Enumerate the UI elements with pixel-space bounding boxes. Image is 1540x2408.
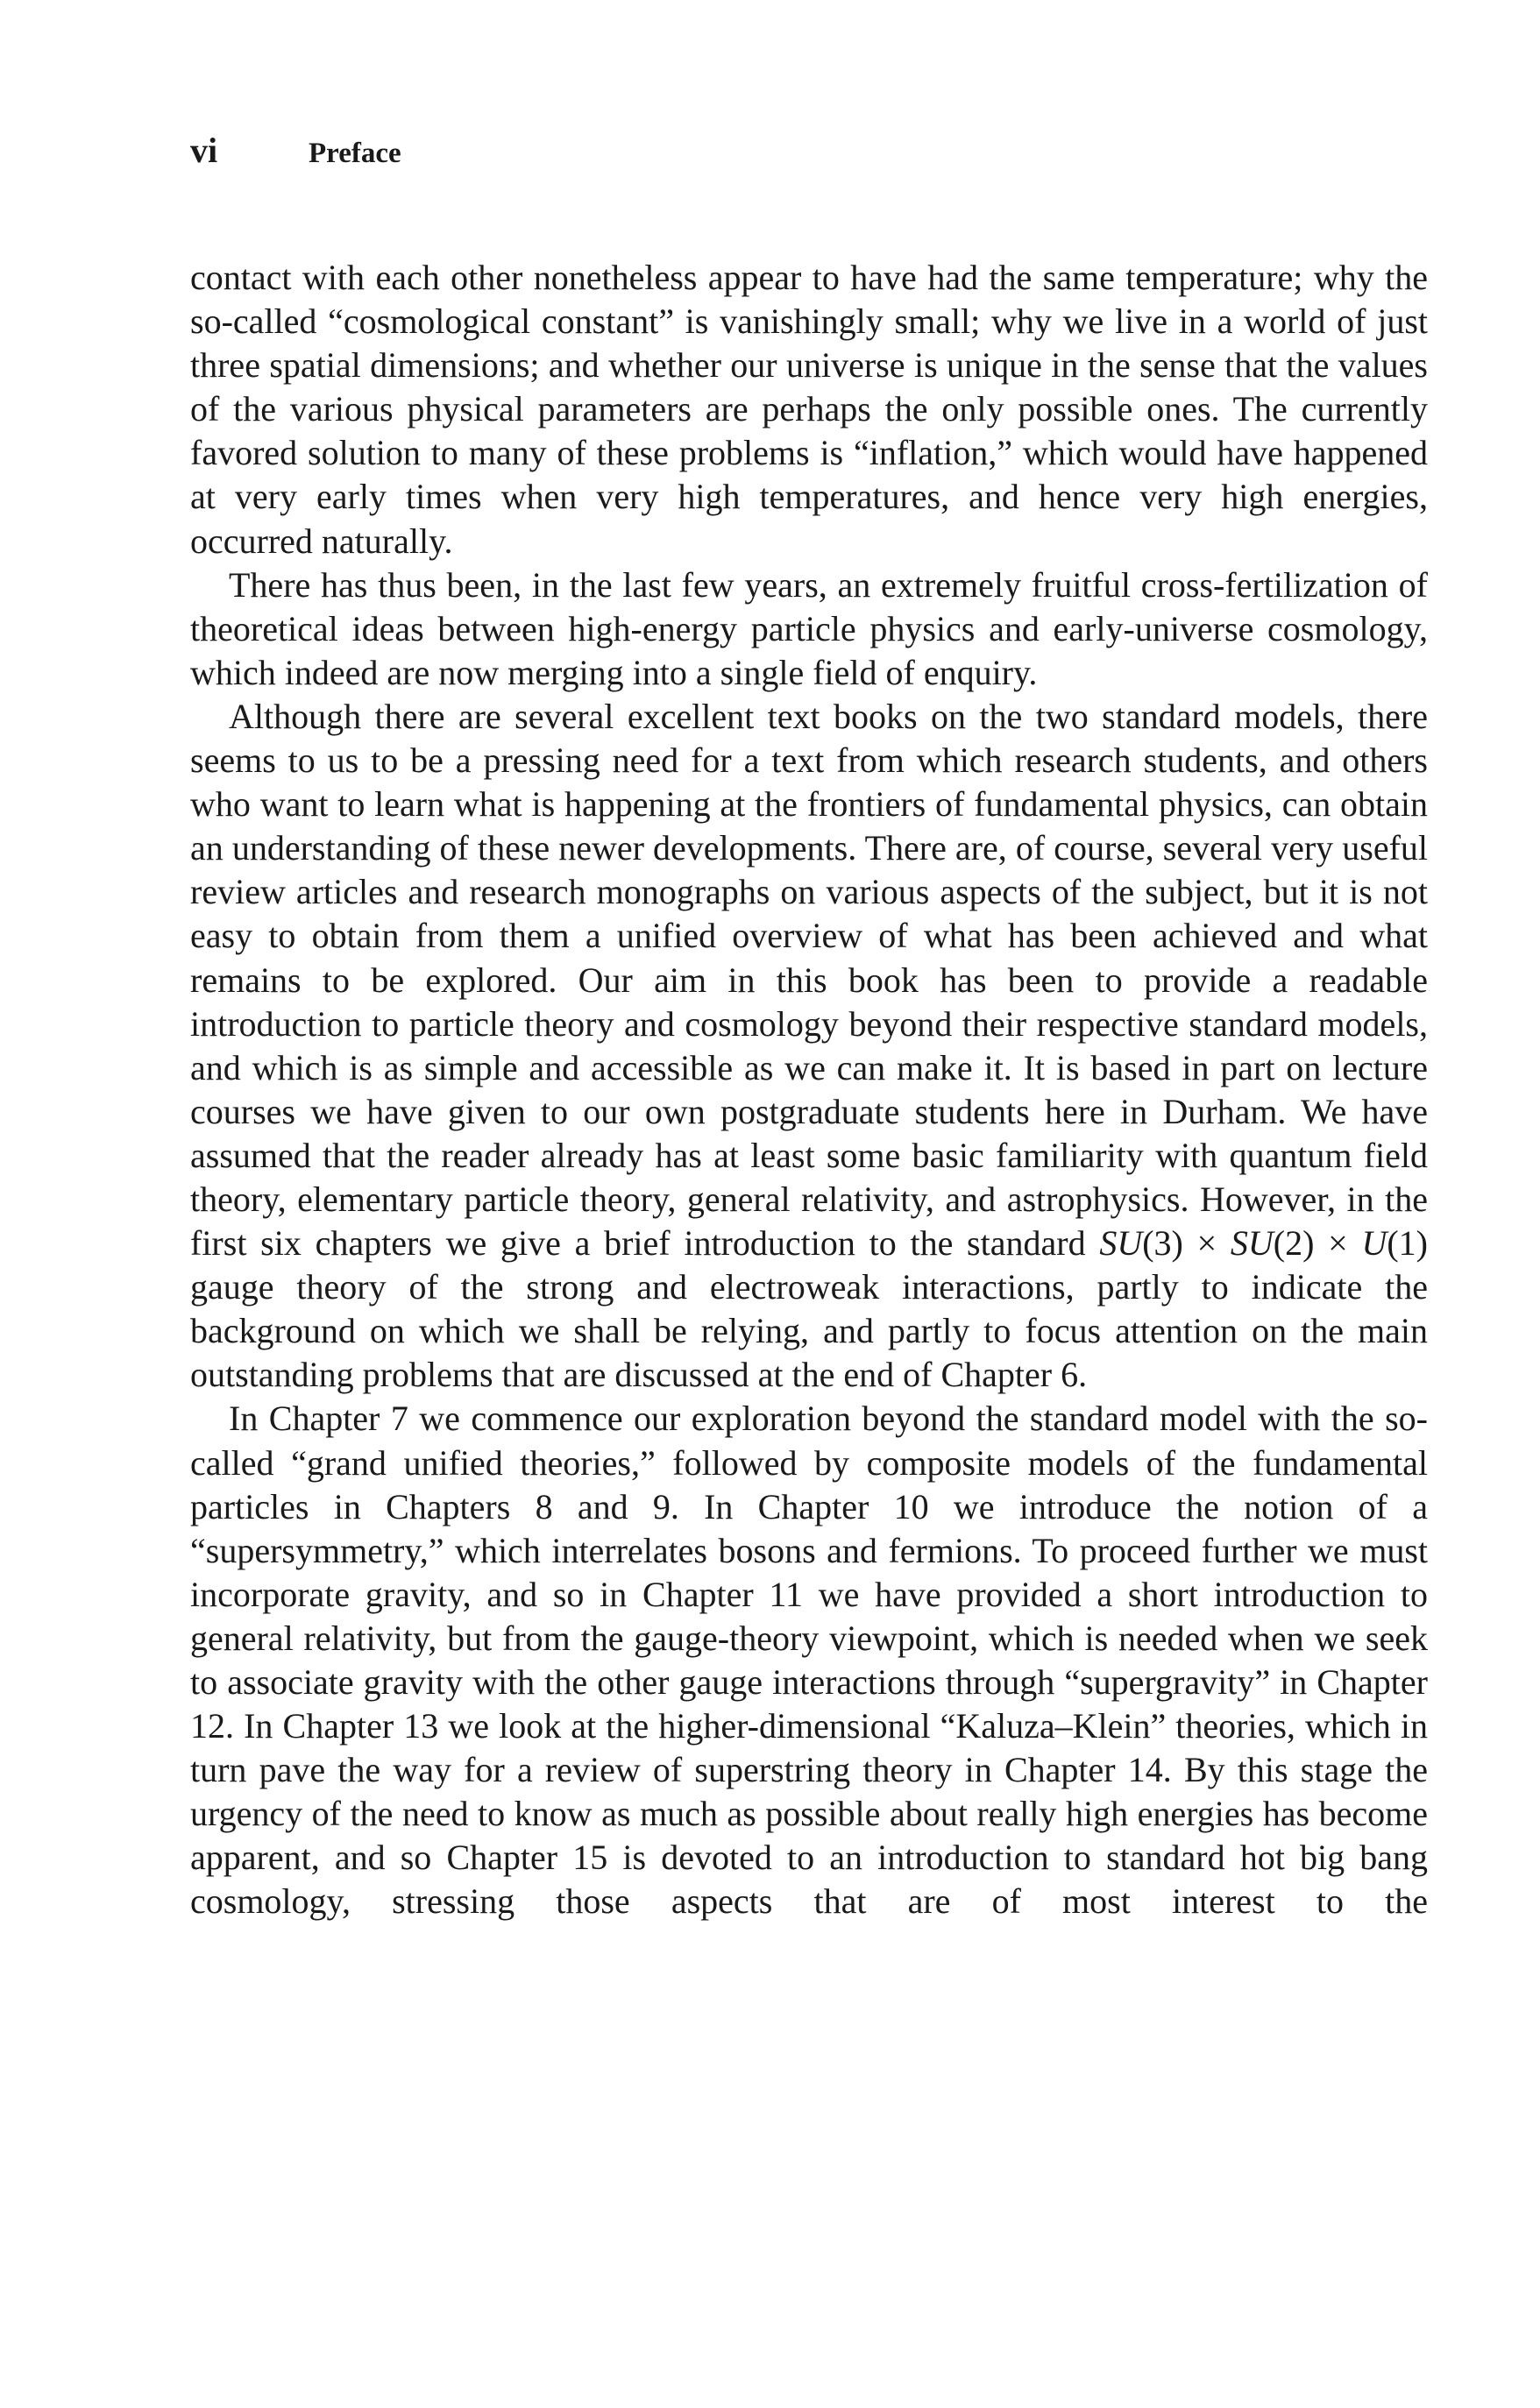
body-text <box>190 256 1428 1924</box>
paragraph-continuation <box>190 256 1428 563</box>
math-group-su: SU <box>1230 1223 1274 1264</box>
running-head <box>190 131 401 173</box>
paragraph <box>190 1397 1428 1923</box>
paragraph-text: Although there are several excellent text books on the two standard models, there seems to us to be a pressing need for a text from which research students, and others who want to learn what is happening at the frontiers of fundamental physics, can obtain an understanding of these newer developments. There are, of course, several very useful review articles and research monographs on various aspects of the subject, but it is not easy to obtain from them a unified overview of what has been achieved and what remains to be explored. Our aim in this book has been to provide a readable introduction to particle theory and cosmology beyond their respective standard models, and which is as simple and accessible as we can make it. It is based in part on lecture courses we have given to our own postgraduate students here in Durham. We have assumed that the reader already has at least some basic familiarity with quantum field theory, elementary particle theory, general relativity, and astrophysics. However, in the first six chapters we give a brief introduction to the standard <box>190 696 1428 1264</box>
paragraph-text: contact with each other nonetheless appear to have had the same temperature; why the so-called “cosmological constant” is vanishingly small; why we live in a world of just three spatial dimensions; and whether our universe is unique in the sense that the values of the various physical parameters are perhaps the only possible ones. The currently favored solution to many of these problems is “inflation,” which would have happened at very early times when very high temperatures, and hence very high energies, occurred naturally. <box>190 258 1428 561</box>
paragraph <box>190 695 1428 1398</box>
paragraph-text: (1) gauge theory of the strong and electroweak interactions, partly to indicate the background on which we shall be relying, and partly to focus attention on the main outstanding problems that are discussed at the end of Chapter 6. <box>190 1223 1428 1395</box>
paragraph-text: There has thus been, in the last few years, an extremely fruitful cross-fertilization of theoretical ideas between high-energy particle physics and early-universe cosmology, which indeed are now merging into a single field of enquiry. <box>190 564 1428 692</box>
page-number: vi <box>190 131 218 170</box>
section-title: Preface <box>309 138 401 169</box>
paragraph <box>190 563 1428 695</box>
paragraph-text: (2) × <box>1273 1223 1362 1264</box>
math-group-su: SU <box>1099 1223 1143 1264</box>
math-group-u: U <box>1361 1223 1387 1264</box>
paragraph-text: (3) × <box>1142 1223 1231 1264</box>
paragraph-text: In Chapter 7 we commence our exploration beyond the standard model with the so-called “grand unified theories,” followed by composite models of the fundamental particles in Chapters 8 and 9. In Chapter 10 we introduce the notion of a “supersymmetry,” which interrelates bosons and fermions. To proceed further we must incorporate gravity, and so in Chapter 11 we have provided a short introduction to general relativity, but from the gauge-theory viewpoint, which is needed when we seek to associate gravity with the other gauge interactions through “supergravity” in Chapter 12. In Chapter 13 we look at the higher-dimensional “Kaluza–Klein” theories, which in turn pave the way for a review of superstring theory in Chapter 14. By this stage the urgency of the need to know as much as possible about really high energies has become apparent, and so Chapter 15 is devoted to an introduction to standard hot big bang cosmology, stressing those aspects that are of most interest to the <box>190 1399 1428 1922</box>
